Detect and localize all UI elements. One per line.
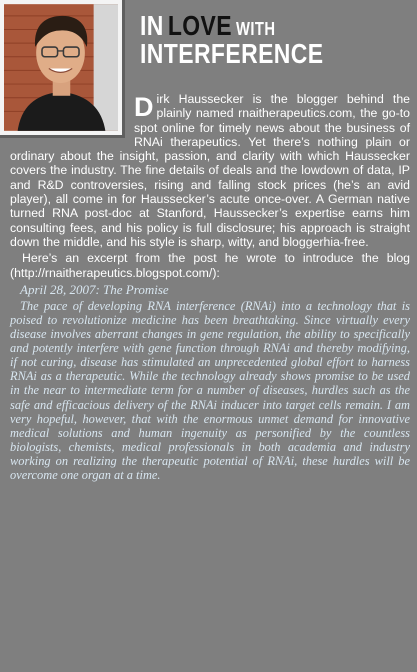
- excerpt-intro: Here’s an excerpt from the post he wrote to introduce the blog (http://rnaitherapeutics.blogspot.com/):: [10, 251, 410, 280]
- drop-cap: D: [134, 92, 154, 122]
- article-headline: [140, 10, 361, 69]
- headline-love: LOVE: [167, 10, 232, 41]
- headline-in: IN: [140, 10, 164, 41]
- post-body: The pace of developing RNA interference (RNAi) into a technology that is poised to revolutionize medicine has been breathtaking. Since virtually every disease involves aberrant changes in gene regulation, the ability to specifically and potently interfere with gene function through RNAi and thereby modifying, if not curing, disease has stimulated an unprecedented global effort to harness RNAi as a therapeutic. While the technology already shows promise to be used in the near to intermediate term for a number of diseases, hurdles such as the safe and efficacious delivery of the RNAi inducer into target cells remain. I am very hopeful, however, that with the enormous unmet demand for innovative medical solutions and human ingenuity as personified by the countless biologists, chemists, medical professionals in both academia and industry working on realizing the therapeutic potential of RNAi, these hurdles will be overcome one organ at a time.: [10, 298, 410, 482]
- article-body: [10, 92, 410, 482]
- headline-with: WITH: [236, 19, 276, 39]
- headline-interference: INTERFERENCE: [140, 38, 324, 69]
- lead-text: irk Haussecker is the blogger behind the plainly named rnaitherapeutics.com, the go-to spot online for timely news about the business of RNAi therapeutics. Yet there’s nothing plain or ordinary about the insight, passion, and clarity with which Haussecker covers the industry. The fine details of deals and the lowdown of data, IP and R&D controversies, rising and falling stock prices (he’s an avid player), all come in for Haussecker’s acute once-over. A German native turned RNA post-doc at Stanford, Haussecker’s expertise earns him consulting fees, and his policy is full disclosure; his approach is straight down the middle, and his style is sharp, witty, and bloggerhia-free.: [10, 92, 410, 249]
- photo-wrap-spacer: [10, 92, 134, 140]
- post-date: April 28, 2007: The Promise: [20, 281, 169, 297]
